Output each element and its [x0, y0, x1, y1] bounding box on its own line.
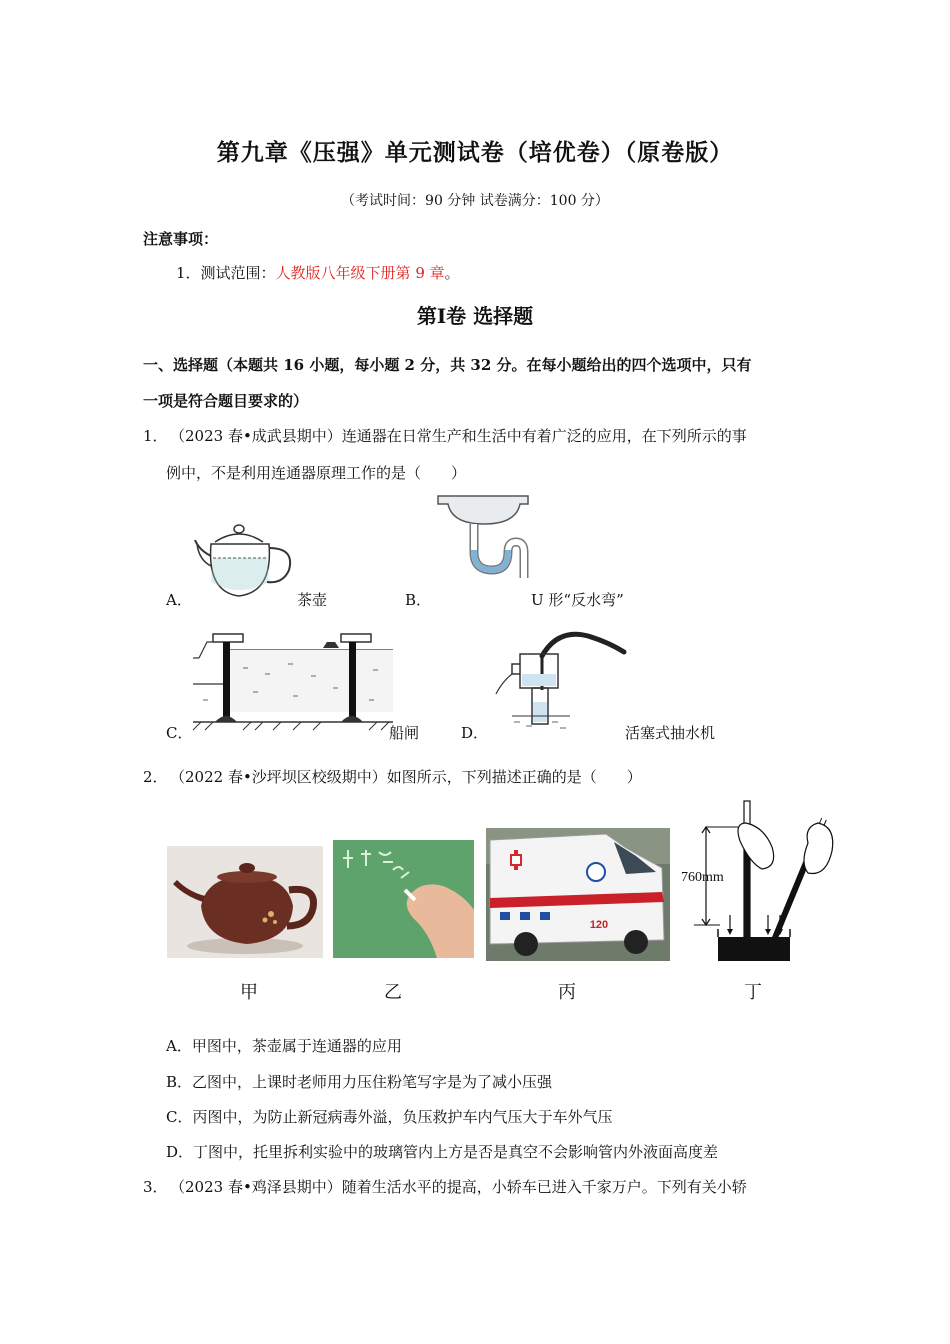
q1-option-d-caption: 活塞式抽水机: [625, 724, 716, 742]
figure-label-bing: 丙: [558, 982, 576, 1003]
q1-option-b-letter[interactable]: B．: [405, 591, 432, 609]
test-scope: 人教版八年级下册第 9 章: [275, 264, 445, 282]
q1-option-c-caption: 船闸: [389, 724, 420, 742]
part1-instructions-line1: 一、选择题（本题共 16 小题，每小题 2 分，共 32 分。在每小题给出的四个选项中，只有: [143, 356, 752, 374]
height-760mm-label: 760mm: [681, 870, 724, 885]
q1-stem-line1: （2023 春•成武县期中）连通器在日常生产和生活中有着广泛的应用，在下列所示的事: [170, 427, 747, 445]
q2-option-b[interactable]: B．乙图中，上课时老师用力压住粉笔写字是为了减小压强: [166, 1073, 553, 1091]
figure-label-jia: 甲: [240, 982, 258, 1003]
q3-stem-line1: （2023 春•鸡泽县期中）随着生活水平的提高，小轿车已进入千家万户。下列有关小轿: [170, 1178, 747, 1196]
notice-item-suffix: 。: [444, 264, 460, 282]
teapot-figure: [193, 522, 298, 602]
q2-option-d[interactable]: D．丁图中，托里拆利实验中的玻璃管内上方是否是真空不会影响管内外液面高度差: [166, 1143, 719, 1161]
q1-option-b-caption: U 形“反水弯”: [531, 591, 624, 609]
q1-option-a-letter[interactable]: A．: [166, 591, 192, 609]
ship-lock-figure: [193, 630, 393, 736]
q2-stem-line1: （2022 春•沙坪坝区校级期中）如图所示，下列描述正确的是（ ）: [170, 768, 642, 786]
clay-teapot-photo: [167, 846, 323, 958]
figure-label-yi: 乙: [384, 982, 402, 1003]
q2-number: 2．: [143, 768, 168, 786]
u-trap-figure: [436, 492, 541, 584]
q2-option-c[interactable]: C．丙图中，为防止新冠病毒外溢，负压救护车内气压大于车外气压: [166, 1108, 613, 1126]
notice-item-1: [176, 262, 460, 283]
q1-option-d-letter[interactable]: D．: [461, 724, 489, 742]
notice-heading: 注意事项：: [143, 230, 219, 248]
page-title: 第九章《压强》单元测试卷（培优卷）（原卷版）: [216, 139, 734, 166]
q1-option-c-letter[interactable]: C．: [166, 724, 193, 742]
piston-pump-figure: [490, 630, 630, 736]
q3-number: 3．: [143, 1178, 168, 1196]
figure-label-ding: 丁: [744, 982, 762, 1003]
q1-option-a-caption: 茶壶: [297, 591, 328, 609]
section-title: 第Ⅰ卷 选择题: [416, 304, 534, 328]
ambulance-number: 120: [589, 919, 609, 931]
ambulance-photo: [486, 828, 670, 961]
exam-info: （考试时间：90 分钟 试卷满分：100 分）: [341, 193, 609, 209]
part1-instructions-line2: 一项是符合题目要求的）: [143, 392, 309, 410]
q1-stem-line2: 例中，不是利用连通器原理工作的是（ ）: [166, 464, 467, 482]
q2-option-a[interactable]: A．甲图中，茶壶属于连通器的应用: [166, 1037, 402, 1055]
notice-item-prefix: 1．测试范围：: [176, 264, 276, 282]
q1-number: 1．: [143, 427, 168, 445]
chalkboard-photo: [333, 840, 474, 958]
